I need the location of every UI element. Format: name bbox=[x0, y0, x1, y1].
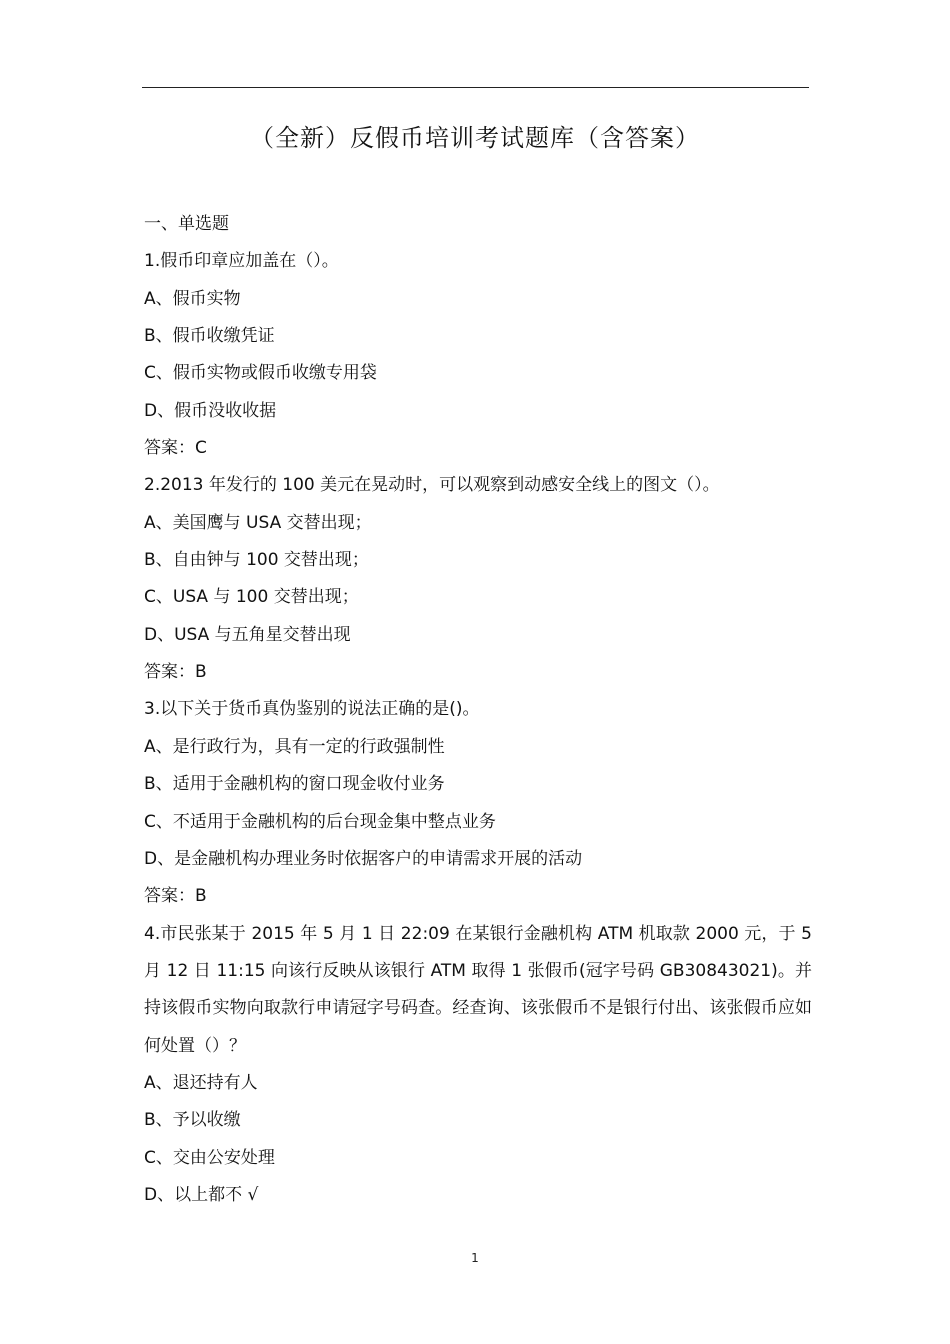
section-heading: 一、单选题 bbox=[144, 214, 229, 234]
option-d: D、USA 与五角星交替出现 bbox=[144, 624, 351, 645]
document-body bbox=[144, 206, 812, 1214]
option-c: C、USA 与 100 交替出现； bbox=[144, 587, 359, 608]
option-b: B、予以收缴 bbox=[144, 1110, 241, 1131]
option-a: A、是行政行为，具有一定的行政强制性 bbox=[144, 736, 445, 757]
option-c: C、交由公安处理 bbox=[144, 1147, 275, 1168]
option-d: D、是金融机构办理业务时依据客户的申请需求开展的活动 bbox=[144, 848, 583, 869]
option-c: C、假币实物或假币收缴专用袋 bbox=[144, 363, 377, 384]
answer: 答案：B bbox=[144, 662, 207, 683]
option-a: A、假币实物 bbox=[144, 288, 241, 309]
option-b: B、假币收缴凭证 bbox=[144, 326, 275, 347]
option-b: B、自由钟与 100 交替出现； bbox=[144, 550, 369, 571]
question-4 bbox=[144, 916, 812, 1215]
question-3 bbox=[144, 691, 812, 915]
option-a: A、美国鹰与 USA 交替出现； bbox=[144, 512, 372, 533]
option-c: C、不适用于金融机构的后台现金集中整点业务 bbox=[144, 811, 496, 832]
question-stem: 2.2013 年发行的 100 美元在晃动时，可以观察到动感安全线上的图文（）。 bbox=[144, 475, 720, 496]
question-stem: 4.市民张某于 2015 年 5 月 1 日 22:09 在某银行金融机构 ATM 机取款 2000 元，于 5 月 12 日 11:15 向该行反映从该银行 ATM 取得 1 张假币(冠字号码 GB30843021)。并持该假币实物向取款行申请冠字号码查。经查询、该张假币不是银行付出、该张假币应如何处置（）？ bbox=[144, 923, 812, 1056]
document-title: （全新）反假币培训考试题库（含答案） bbox=[250, 124, 700, 152]
option-d: D、以上都不 √ bbox=[144, 1184, 259, 1205]
option-a: A、退还持有人 bbox=[144, 1072, 258, 1093]
question-stem: 3.以下关于货币真伪鉴别的说法正确的是()。 bbox=[144, 699, 480, 720]
page-number: 1 bbox=[471, 1251, 479, 1265]
option-d: D、假币没收收据 bbox=[144, 400, 277, 421]
answer: 答案：B bbox=[144, 886, 207, 907]
header-rule bbox=[142, 87, 809, 88]
question-stem: 1.假币印章应加盖在（）。 bbox=[144, 251, 339, 272]
option-b: B、适用于金融机构的窗口现金收付业务 bbox=[144, 774, 445, 795]
answer: 答案：C bbox=[144, 438, 207, 459]
question-2 bbox=[144, 467, 812, 691]
question-1 bbox=[144, 243, 812, 467]
